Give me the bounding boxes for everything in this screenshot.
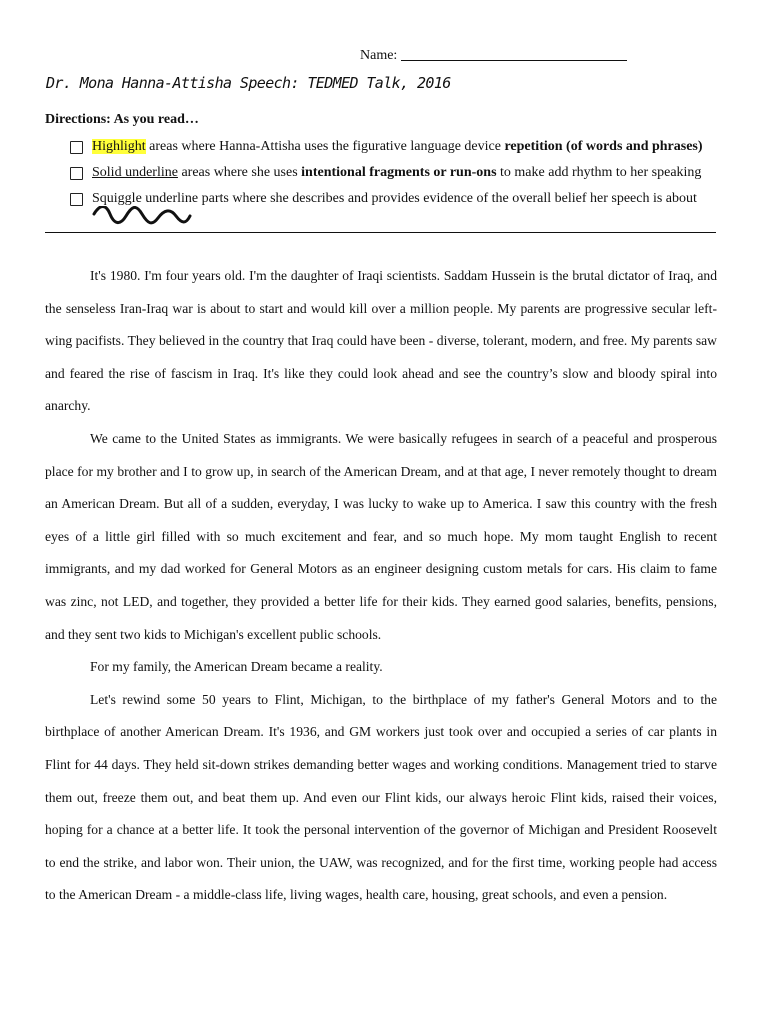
name-label: Name: xyxy=(360,48,398,63)
paragraph: Let's rewind some 50 years to Flint, Michigan, to the birthplace of my father's General Motors and to the birthplace of another American Dream. It's 1936, and GM workers just took over and occupied a series of car plants in Flint for 44 days. They held sit-down strikes demanding better wages and working conditions. Management tried to starve them out, freeze them out, and beat them up. And even our Flint kids, our always heroic Flint kids, raised their voices, hoping for a chance at a better life. It took the personal intervention of the governor of Michigan and President Roosevelt to end the strike, and labor won. Their union, the UAW, was recognized, and for the first time, working people had access to the American Dream - a middle-class life, living wages, health care, housing, great schools, and even a pension. xyxy=(45,691,717,903)
direction-bold-text: intentional fragments or run-ons xyxy=(301,165,497,180)
speech-text xyxy=(45,260,717,912)
direction-text: parts where she describes and provides evidence of the overall belief her speech is about xyxy=(198,191,697,206)
direction-bold-text: repetition (of words and phrases) xyxy=(504,139,703,154)
direction-text: areas where she uses xyxy=(177,165,302,180)
squiggle-sample: Squiggle underline xyxy=(92,191,199,206)
divider xyxy=(45,232,716,233)
checkbox[interactable] xyxy=(70,167,83,180)
highlight-sample: Highlight xyxy=(92,139,146,154)
direction-text-end: to make add rhythm to her speaking xyxy=(496,165,702,180)
direction-item-highlight xyxy=(70,139,703,155)
name-line xyxy=(360,46,627,64)
direction-item-squiggle xyxy=(70,191,697,207)
checkbox[interactable] xyxy=(70,141,83,154)
paragraph: It's 1980. I'm four years old. I'm the daughter of Iraqi scientists. Saddam Hussein is the brutal dictator of Iraq, and the senseless Iran-Iraq war is about to start and would kill over a million people. My parents are progressive secular left-wing pacifists. They believed in the country that Iraq could have been - diverse, tolerant, modern, and free. My parents saw and feared the rise of fascism in Iraq. It's like they could look ahead and see the country’s slow and bloody spiral into anarchy. xyxy=(45,268,717,414)
direction-text: areas where Hanna-Attisha uses the figurative language device xyxy=(145,139,505,154)
document-title: Dr. Mona Hanna-Attisha Speech: TEDMED Talk, 2016 xyxy=(46,74,451,92)
paragraph: For my family, the American Dream became a reality. xyxy=(90,659,383,675)
name-blank[interactable] xyxy=(401,46,627,61)
directions-heading: Directions: As you read… xyxy=(45,112,199,127)
paragraph: We came to the United States as immigrants. We were basically refugees in search of a peaceful and prosperous place for my brother and I to grow up, in search of the American Dream, and at that age, I never remotely thought to dream an American Dream. But all of a sudden, everyday, I was lucky to wake up to America. I saw this country with the fresh eyes of a little girl filled with so much excitement and fear, and so much hope. My mom taught English to recent immigrants, and my dad worked for General Motors as an engineer designing custom metals for cars. His claim to fame was zinc, not LED, and together, they provided a better life for their kids. They earned good salaries, benefits, pensions, and they sent two kids to Michigan's excellent public schools. xyxy=(45,430,717,642)
squiggle-underline-icon xyxy=(92,206,192,228)
direction-item-underline xyxy=(70,165,701,181)
underline-sample: Solid underline xyxy=(92,165,178,180)
checkbox[interactable] xyxy=(70,193,83,206)
